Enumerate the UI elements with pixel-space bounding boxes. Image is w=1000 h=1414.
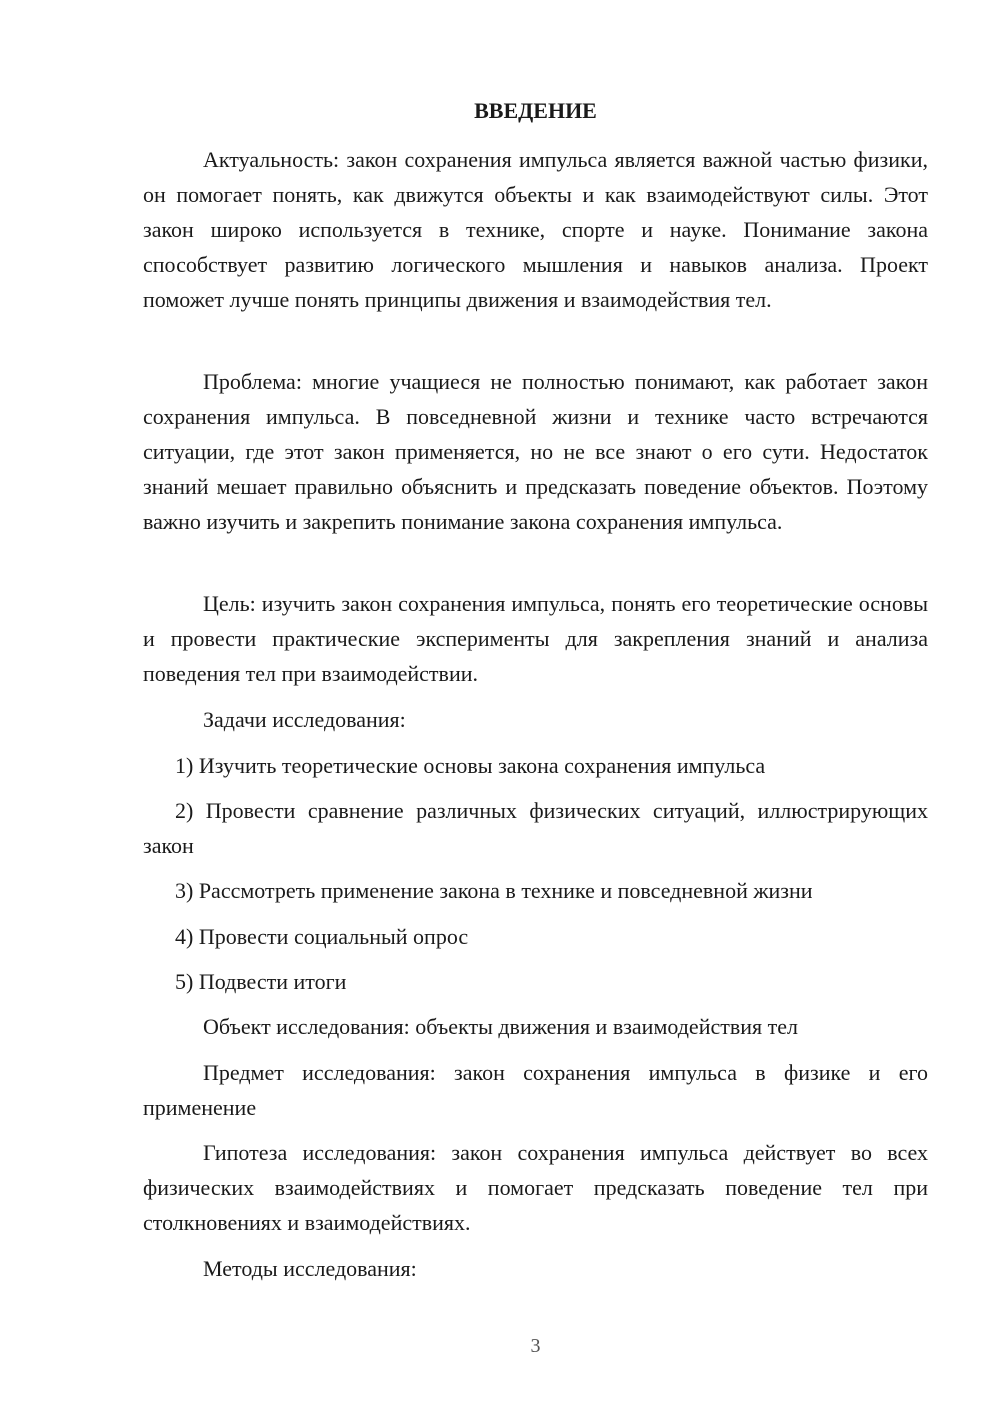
task-item: 5) Подвести итоги: [175, 969, 347, 994]
task-item: 1) Изучить теоретические основы закона сохранения импульса: [175, 753, 766, 778]
section-heading: ВВЕДЕНИЕ: [474, 98, 597, 123]
relevance-paragraph: Актуальность: закон сохранения импульса является важной частью физики, он помогает понять, как движутся объекты и как взаимодействуют силы. Этот закон широко используется в технике, спорте и науке. Понимание закона способствует развитию логического мышления и навыков анализа. Проект поможет лучше понять принципы движения и взаимодействия тел.: [143, 147, 928, 312]
hypothesis-paragraph: Гипотеза исследования: закон сохранения импульса действует во всех физических взаимодействиях и помогает предсказать поведение тел при столкновениях и взаимодействиях.: [143, 1140, 928, 1235]
task-item: 4) Провести социальный опрос: [175, 924, 469, 949]
problem-paragraph: Проблема: многие учащиеся не полностью понимают, как работает закон сохранения импульса. В повседневной жизни и технике часто встречаются ситуации, где этот закон применяется, но не все знают о его сути. Недостаток знаний мешает правильно объяснить и предсказать поведение объектов. Поэтому важно изучить и закрепить понимание закона сохранения импульса.: [143, 369, 928, 534]
task-item: 3) Рассмотреть применение закона в технике и повседневной жизни: [175, 878, 813, 903]
page-number: 3: [530, 1335, 541, 1357]
methods-title: Методы исследования:: [203, 1256, 417, 1281]
subject-paragraph: Предмет исследования: закон сохранения импульса в физике и его применение: [143, 1060, 928, 1120]
goal-paragraph: Цель: изучить закон сохранения импульса, понять его теоретические основы и провести практические эксперименты для закрепления знаний и анализа поведения тел при взаимодействии.: [143, 591, 928, 686]
object-paragraph: Объект исследования: объекты движения и взаимодействия тел: [203, 1014, 798, 1039]
document-page: [143, 0, 928, 1414]
tasks-title: Задачи исследования:: [203, 707, 406, 732]
task-item: 2) Провести сравнение различных физических ситуаций, иллюстрирующих закон: [143, 798, 928, 858]
